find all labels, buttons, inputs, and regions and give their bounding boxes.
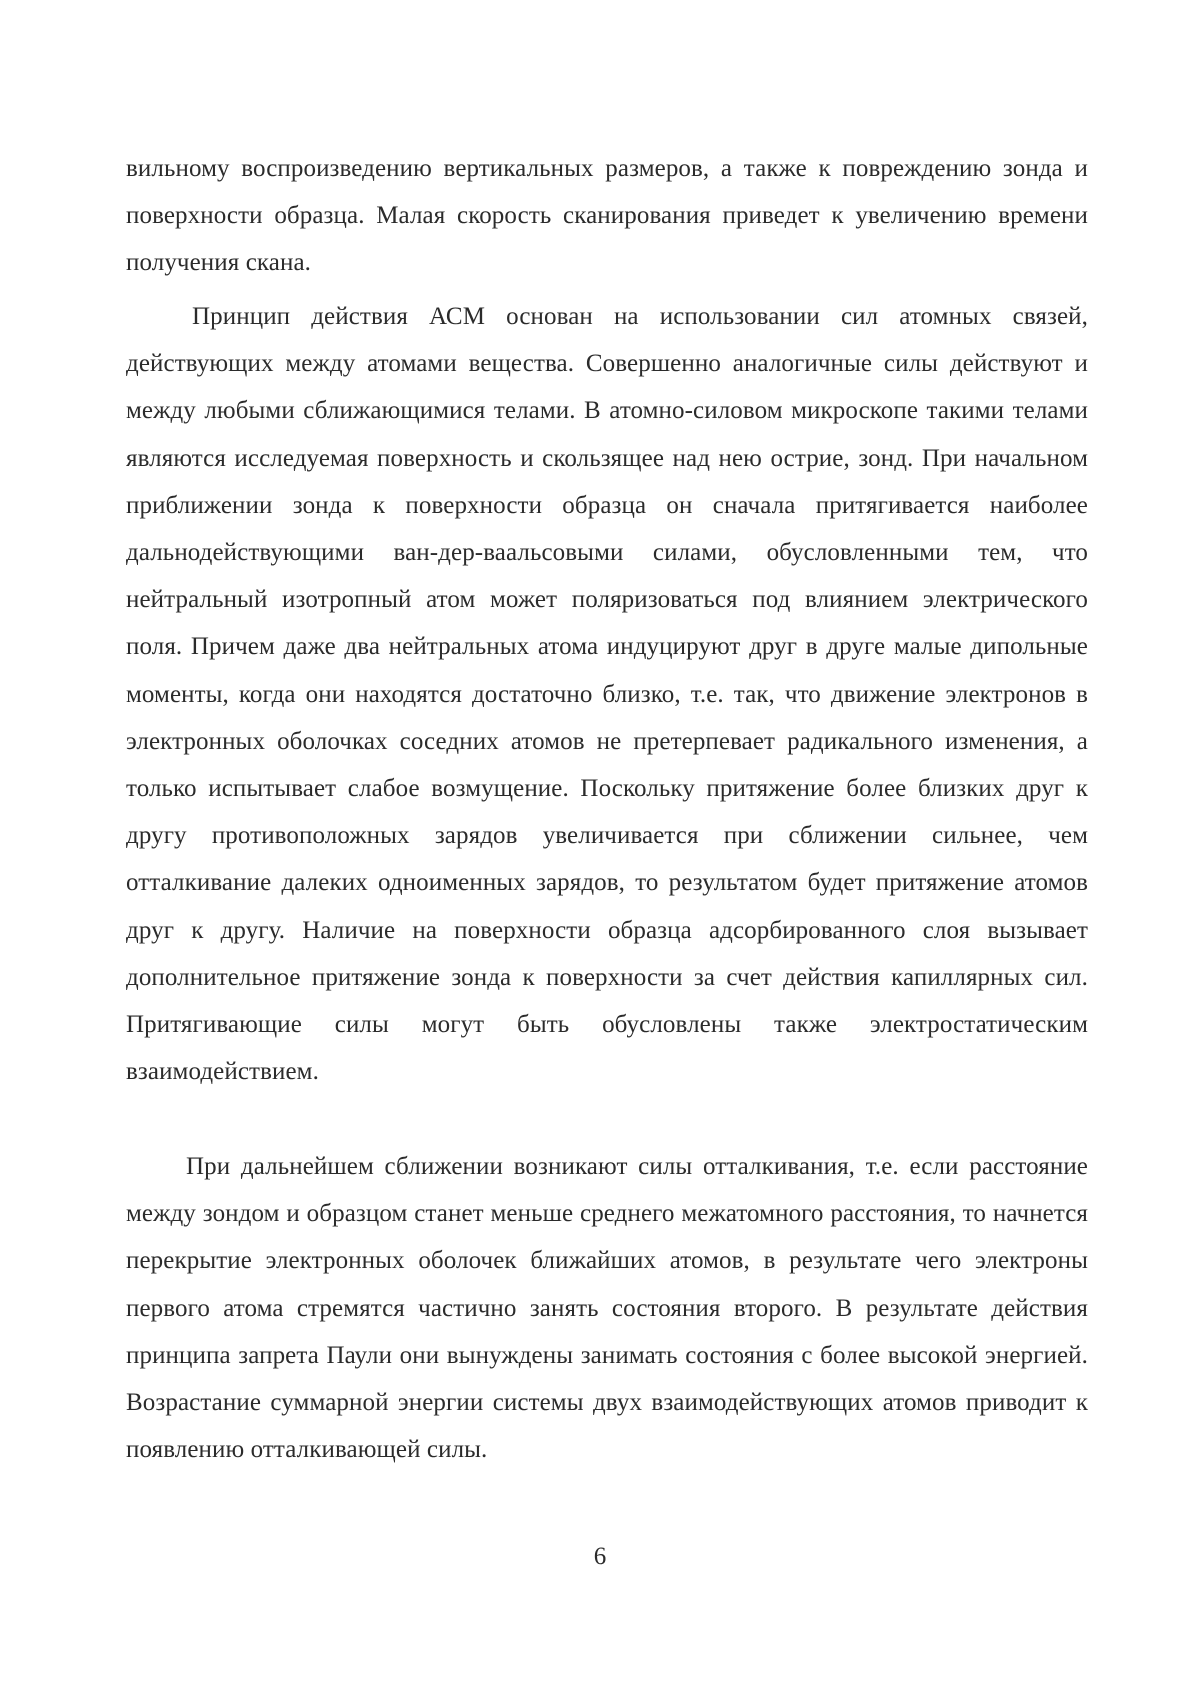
paragraph-repulsion-forces: При дальнейшем сближении возникают силы отталкивания, т.е. если расстояние между зондом и образцом станет меньше среднего межатомного расстояния, то начнется перекрытие электронных оболочек ближайших атомов, в результате чего электроны первого атома стремятся частично занять состояния второго. В результате действия принципа запрета Паули они вынуждены занимать состояния с более высокой энергией. Возрастание суммарной энергии системы двух взаимодействующих атомов приводит к появлению отталкивающей силы. (126, 1153, 1088, 1464)
paragraph-continuation: вильному воспроизведению вертикальных размеров, а также к повреждению зонда и поверхности образца. Малая скорость сканирования приведет к увеличению времени получения скана. (126, 155, 1088, 277)
page-number: 6 (593, 1543, 607, 1570)
paragraph-afm-principle: Принцип действия АСМ основан на использовании сил атомных связей, действующих между атомами вещества. Совершенно аналогичные силы действуют и между любыми сближающимися телами. В атомно-силовом микроскопе такими телами являются исследуемая поверхность и скользящее над нею острие, зонд. При начальном приближении зонда к поверхности образца он сначала притягивается наиболее дальнодействующими ван-дер-ваальсовыми силами, обусловленными тем, что нейтральный изотропный атом может поляризоваться под влиянием электрического поля. Причем даже два нейтральных атома индуцируют друг в друге малые дипольные моменты, когда они находятся достаточно близко, т.е. так, что движение электронов в электронных оболочках соседних атомов не претерпевает радикального изменения, а только испытывает слабое возмущение. Поскольку притяжение более близких друг к другу противоположных зарядов увеличивается при сближении сильнее, чем отталкивание далеких одноименных зарядов, то результатом будет притяжение атомов друг к другу. Наличие на поверхности образца адсорбированного слоя вызывает дополнительное притяжение зонда к поверхности за счет действия капиллярных сил. Притягивающие силы могут быть обусловлены также электростатическим взаимодействием. (126, 303, 1088, 1086)
